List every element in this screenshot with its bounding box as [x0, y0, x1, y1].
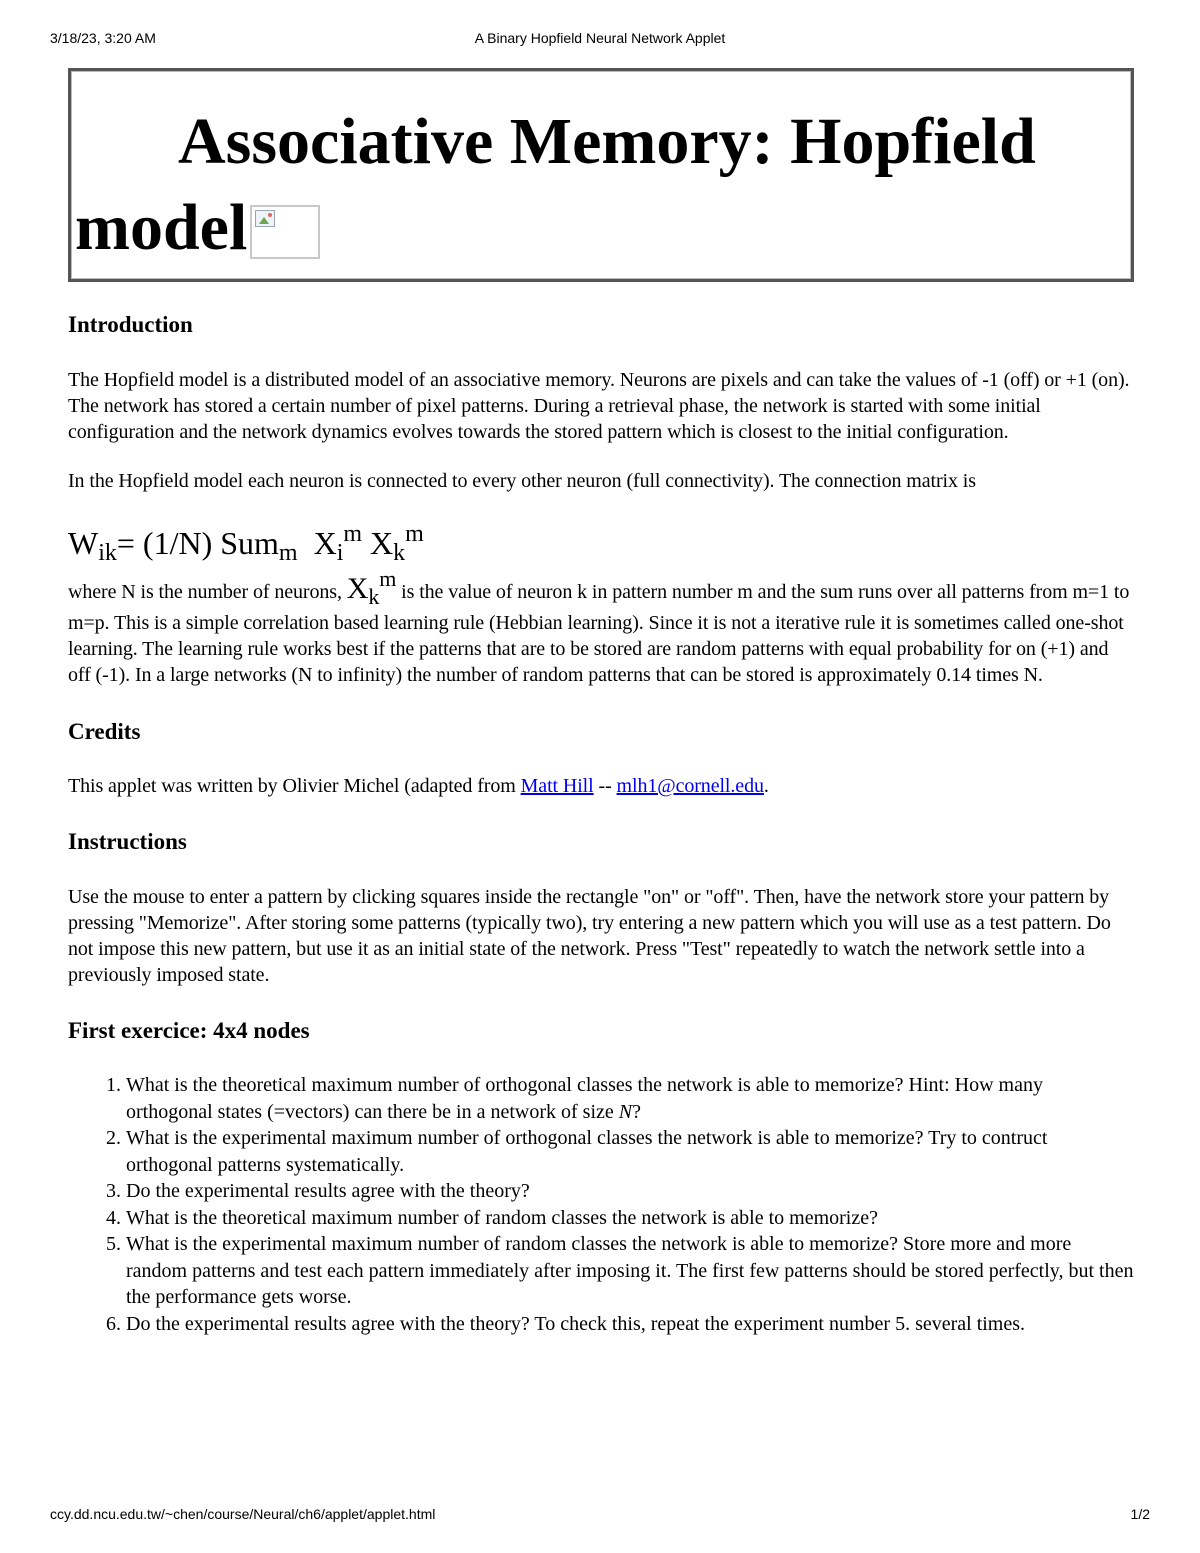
- exercise-item-4: 4. What is the theoretical maximum number of random classes the network is able to memorize?: [126, 1205, 1134, 1232]
- introduction-paragraph-2: In the Hopfield model each neuron is connected to every other neuron (full connectivity). The connection matrix is: [68, 470, 976, 492]
- exercise-list: [68, 1072, 1134, 1337]
- introduction-heading: Introduction: [68, 312, 193, 337]
- email-link[interactable]: mlh1@cornell.edu: [616, 775, 764, 797]
- exercise-item-3: 3. Do the experimental results agree with the theory?: [126, 1178, 1134, 1205]
- formula-x1-sub: i: [336, 540, 344, 566]
- matt-hill-link[interactable]: Matt Hill: [520, 775, 594, 797]
- q1-text-after: ?: [632, 1100, 641, 1123]
- formula-w: W: [68, 525, 99, 561]
- formula-sum-sub: m: [278, 540, 298, 566]
- where-text-before: where N is the number of neurons,: [68, 581, 347, 603]
- exercise-item-2: 2. What is the experimental maximum number of orthogonal classes the network is able to memorize? Try to contruct orthogonal patterns systematically.: [126, 1125, 1134, 1178]
- formula-eq: = (1/N) Sum: [116, 525, 279, 561]
- print-datetime: 3/18/23, 3:20 AM: [50, 30, 156, 46]
- inline-x: X: [346, 572, 369, 605]
- print-url: ccy.dd.ncu.edu.tw/~chen/course/Neural/ch6/applet/applet.html: [50, 1506, 436, 1522]
- print-header: [50, 30, 1150, 50]
- formula-x1-sup: m: [343, 521, 363, 547]
- print-page-number: 1/2: [1130, 1506, 1150, 1522]
- page-title: [75, 99, 1127, 271]
- q1-italic-n: N: [618, 1100, 633, 1123]
- q1-text-before: What is the theoretical maximum number of orthogonal classes the network is able to memorize? Hint: How many orthogonal states (=vectors) can there be in a network of size: [126, 1074, 1043, 1123]
- formula-x2-sub: k: [393, 540, 406, 566]
- exercise-item-6: 6. Do the experimental results agree with the theory? To check this, repeat the experiment number 5. several times.: [126, 1311, 1134, 1338]
- inline-x-sub: k: [368, 584, 380, 609]
- broken-image-icon: [250, 205, 320, 259]
- exercise-item-1: [126, 1072, 1134, 1125]
- exercise-heading: First exercice: 4x4 nodes: [68, 1018, 310, 1043]
- where-text-after: is the value of neuron k in pattern number m and the sum runs over all patterns from m=1 to m=p. This is a simple correlation based learning rule (Hebbian learning). Since it is not a iterative rule it is sometimes called one-shot learning. The learning rule works best if the patterns that are to be stored are random patterns with equal probability for on (+1) and off (-1). In a large networks (N to infinity) the number of random patterns that can be stored is approximately 0.14 times N.: [68, 581, 1130, 686]
- introduction-paragraph-1: The Hopfield model is a distributed model of an associative memory. Neurons are pixels and can take the values of -1 (off) or +1 (on). The network has stored a certain number of pixel patterns. During a retrieval phase, the network is started with some initial configuration and the network dynamics evolves towards the stored pattern which is closest to the initial configuration.: [68, 369, 1130, 443]
- instructions-heading: Instructions: [68, 829, 187, 854]
- print-footer: [50, 1506, 1150, 1526]
- page-title-text: Associative Memory: Hopfield model: [75, 105, 1036, 264]
- page-content: [68, 68, 1134, 1337]
- inline-x-sup: m: [379, 566, 397, 591]
- formula-x2: X: [370, 525, 394, 561]
- credits-text-before: This applet was written by Olivier Michel (adapted from: [68, 775, 521, 797]
- formula-w-sub: ik: [98, 540, 117, 566]
- credits-separator: --: [593, 775, 617, 797]
- print-page-title: A Binary Hopfield Neural Network Applet: [474, 30, 726, 46]
- formula-x1: X: [313, 525, 337, 561]
- inline-xkm: [346, 566, 397, 609]
- instructions-paragraph: Use the mouse to enter a pattern by clicking squares inside the rectangle "on" or "off". Then, have the network store your pattern by pressing "Memorize". After storing some patterns (typically two), try entering a new pattern which you will use as a test pattern. Do not impose this new pattern, but use it as an initial state of the network. Press "Test" repeatedly to watch the network settle into a previously imposed state.: [68, 886, 1111, 986]
- credits-paragraph: [68, 773, 1134, 799]
- credits-heading: Credits: [68, 719, 141, 744]
- connection-matrix-formula: [68, 514, 1134, 566]
- introduction-paragraph-3: [68, 566, 1134, 688]
- image-placeholder-icon: [255, 210, 275, 227]
- credits-text-after: .: [763, 775, 769, 797]
- formula-x2-sup: m: [405, 521, 424, 547]
- exercise-item-5: 5. What is the experimental maximum number of random classes the network is able to memorize? Store more and more random patterns and test each pattern immediately after imposing it. The first few patterns should be stored perfectly, but then the performance gets worse.: [126, 1231, 1134, 1311]
- title-box: [68, 68, 1134, 282]
